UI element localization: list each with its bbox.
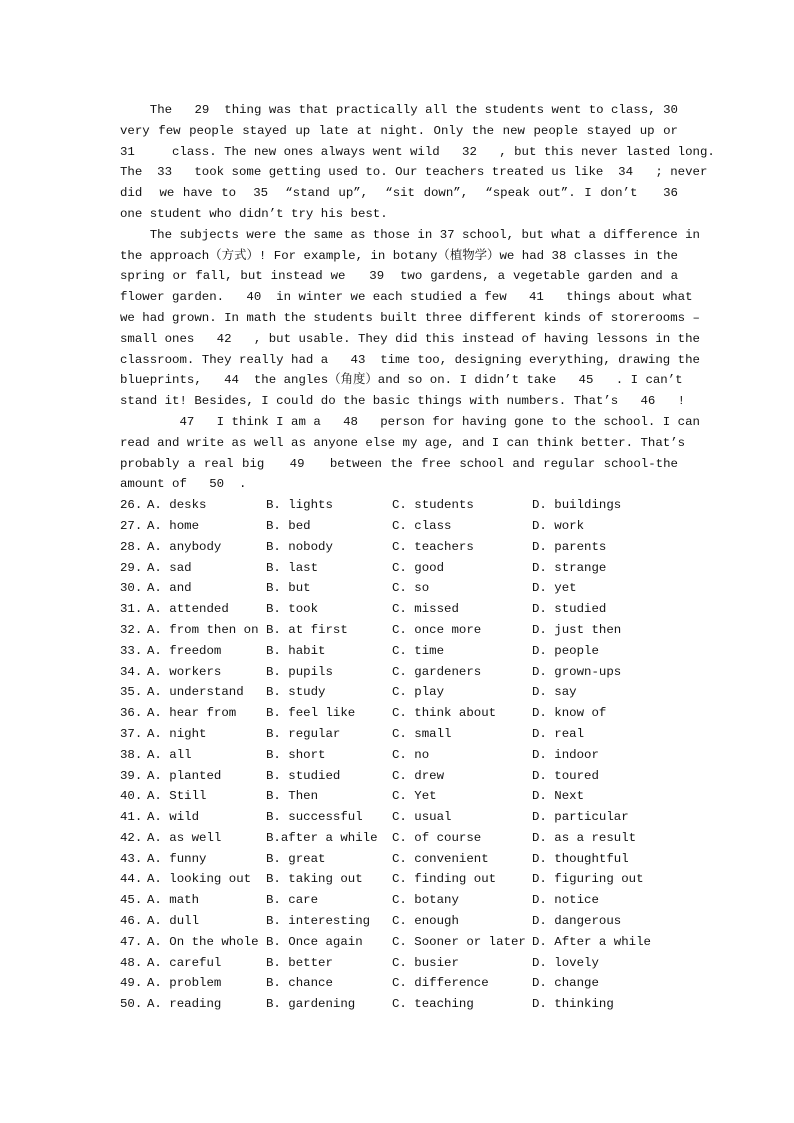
option-a: A. math <box>147 893 200 908</box>
option-d: D. say <box>532 685 577 700</box>
option-a: A. from then on <box>147 622 259 637</box>
option-a: A. Still <box>147 789 207 804</box>
option-c: C. play <box>392 685 445 700</box>
question-row <box>120 973 678 994</box>
option-b: B. studied <box>266 768 341 783</box>
question-row <box>120 724 678 745</box>
passage-line: small ones 42 , but usable. They did this instead of having lessons in the <box>120 331 700 346</box>
option-b: B. taking out <box>266 872 363 887</box>
option-b: B. chance <box>266 976 333 991</box>
option-d: D. work <box>532 518 585 533</box>
option-a: A. as well <box>147 830 222 845</box>
passage-line: The subjects were the same as those in 37 school, but what a difference in <box>120 227 700 242</box>
option-c: C. no <box>392 747 430 762</box>
option-b: B. short <box>266 747 326 762</box>
option-d: D. real <box>532 726 585 741</box>
option-d: D. toured <box>532 768 599 783</box>
passage-line: 31 class. The new ones always went wild 32 , but this never lasted long. <box>120 144 715 159</box>
option-d: D. parents <box>532 539 607 554</box>
option-a: A. looking out <box>147 872 252 887</box>
question-row <box>120 869 678 890</box>
option-c: C. missed <box>392 602 459 617</box>
question-number: 47. <box>120 934 143 949</box>
option-a: A. hear from <box>147 706 237 721</box>
question-row <box>120 849 678 870</box>
option-d: D. lovely <box>532 955 599 970</box>
option-c: C. good <box>392 560 445 575</box>
question-number: 42. <box>120 830 143 845</box>
option-b: B. habit <box>266 643 326 658</box>
passage-line: probably a real big 49 between the free school and regular school-the <box>120 456 678 471</box>
question-row <box>120 537 678 558</box>
option-d: D. indoor <box>532 747 599 762</box>
question-number: 26. <box>120 498 143 513</box>
option-d: D. change <box>532 976 599 991</box>
passage-line: amount of 50 . <box>120 477 247 492</box>
question-row <box>120 953 678 974</box>
question-number: 44. <box>120 872 143 887</box>
question-number: 28. <box>120 539 143 554</box>
question-number: 43. <box>120 851 143 866</box>
question-row <box>120 495 678 516</box>
passage-line: one student who didn’t try his best. <box>120 206 388 221</box>
question-row <box>120 599 678 620</box>
option-c: C. gardeners <box>392 664 482 679</box>
option-c: C. enough <box>392 914 459 929</box>
passage-line: very few people stayed up late at night. Only the new people stayed up or <box>120 123 678 138</box>
answer-options <box>120 495 678 1015</box>
option-a: A. attended <box>147 602 229 617</box>
option-a: A. night <box>147 726 207 741</box>
passage-line: did we have to 35 “stand up”, “sit down”, “speak out”. I don’t 36 <box>120 186 678 201</box>
option-a: A. dull <box>147 914 200 929</box>
option-a: A. anybody <box>147 539 222 554</box>
question-number: 29. <box>120 560 143 575</box>
question-number: 50. <box>120 997 143 1012</box>
question-row <box>120 932 678 953</box>
question-row <box>120 662 678 683</box>
option-d: D. people <box>532 643 599 658</box>
question-number: 41. <box>120 810 143 825</box>
question-number: 31. <box>120 602 143 617</box>
option-c: C. once more <box>392 622 482 637</box>
option-a: A. funny <box>147 851 207 866</box>
question-row <box>120 703 678 724</box>
option-d: D. grown-ups <box>532 664 622 679</box>
passage-line: we had grown. In math the students built three different kinds of storerooms – <box>120 310 700 325</box>
question-row <box>120 786 678 807</box>
question-row <box>120 745 678 766</box>
option-c: C. convenient <box>392 851 489 866</box>
option-d: D. yet <box>532 581 577 596</box>
option-a: A. wild <box>147 810 200 825</box>
option-d: D. After a while <box>532 934 651 949</box>
option-a: A. workers <box>147 664 222 679</box>
option-b: B. pupils <box>266 664 333 679</box>
question-row <box>120 890 678 911</box>
question-number: 38. <box>120 747 143 762</box>
question-number: 39. <box>120 768 143 783</box>
option-a: A. planted <box>147 768 222 783</box>
question-row <box>120 911 678 932</box>
option-a: A. desks <box>147 498 207 513</box>
question-number: 34. <box>120 664 143 679</box>
passage-line: stand it! Besides, I could do the basic things with numbers. That’s 46 ! <box>120 394 686 409</box>
option-a: A. freedom <box>147 643 222 658</box>
option-a: A. all <box>147 747 192 762</box>
question-number: 45. <box>120 893 143 908</box>
option-d: D. strange <box>532 560 607 575</box>
question-number: 30. <box>120 581 143 596</box>
question-number: 48. <box>120 955 143 970</box>
option-c: C. Yet <box>392 789 437 804</box>
option-d: D. just then <box>532 622 622 637</box>
option-b: B.after a while <box>266 830 378 845</box>
cloze-passage <box>120 100 715 495</box>
option-b: B. but <box>266 581 311 596</box>
passage-line: 47 I think I am a 48 person for having gone to the school. I can <box>120 414 700 429</box>
option-a: A. sad <box>147 560 192 575</box>
passage-line: the approach（方式）! For example, in botany（植物学）we had 38 classes in the <box>120 248 678 263</box>
option-b: B. bed <box>266 518 311 533</box>
question-row <box>120 516 678 537</box>
passage-line: The 29 thing was that practically all the students went to class, 30 <box>120 103 678 117</box>
option-c: C. so <box>392 581 430 596</box>
document-page <box>120 100 715 1015</box>
option-b: B. feel like <box>266 706 356 721</box>
passage-line: spring or fall, but instead we 39 two gardens, a vegetable garden and a <box>120 269 678 284</box>
option-a: A. home <box>147 518 200 533</box>
option-c: C. small <box>392 726 452 741</box>
option-d: D. particular <box>532 810 629 825</box>
option-c: C. finding out <box>392 872 497 887</box>
option-c: C. drew <box>392 768 445 783</box>
question-row <box>120 994 678 1015</box>
option-c: C. teaching <box>392 997 474 1012</box>
question-number: 46. <box>120 914 143 929</box>
option-a: A. understand <box>147 685 244 700</box>
option-b: B. interesting <box>266 914 371 929</box>
option-c: C. class <box>392 518 452 533</box>
question-number: 49. <box>120 976 143 991</box>
option-d: D. notice <box>532 893 599 908</box>
option-c: C. botany <box>392 893 459 908</box>
option-c: C. think about <box>392 706 497 721</box>
option-c: C. usual <box>392 810 452 825</box>
question-row <box>120 578 678 599</box>
option-d: D. buildings <box>532 498 622 513</box>
option-c: C. students <box>392 498 474 513</box>
option-a: A. and <box>147 581 192 596</box>
option-d: D. studied <box>532 602 607 617</box>
option-d: D. as a result <box>532 830 637 845</box>
option-a: A. reading <box>147 997 222 1012</box>
option-b: B. study <box>266 685 326 700</box>
question-number: 35. <box>120 685 143 700</box>
passage-line: The 33 took some getting used to. Our teachers treated us like 34 ; never <box>120 165 708 180</box>
option-b: B. at first <box>266 622 348 637</box>
option-a: A. On the whole <box>147 934 259 949</box>
option-b: B. regular <box>266 726 341 741</box>
option-d: D. thoughtful <box>532 851 629 866</box>
question-row <box>120 807 678 828</box>
question-number: 27. <box>120 518 143 533</box>
option-b: B. better <box>266 955 333 970</box>
option-c: C. Sooner or later <box>392 934 526 949</box>
option-d: D. know of <box>532 706 607 721</box>
passage-line: read and write as well as anyone else my age, and I can think better. That’s <box>120 435 686 450</box>
question-row <box>120 558 678 579</box>
option-b: B. Then <box>266 789 319 804</box>
question-number: 37. <box>120 726 143 741</box>
option-b: B. last <box>266 560 319 575</box>
option-b: B. nobody <box>266 539 333 554</box>
question-row <box>120 828 678 849</box>
passage-line: classroom. They really had a 43 time too, designing everything, drawing the <box>120 352 700 367</box>
option-b: B. successful <box>266 810 363 825</box>
option-b: B. great <box>266 851 326 866</box>
question-number: 40. <box>120 789 143 804</box>
option-a: A. problem <box>147 976 222 991</box>
option-c: C. busier <box>392 955 459 970</box>
option-c: C. difference <box>392 976 489 991</box>
question-row <box>120 641 678 662</box>
option-b: B. Once again <box>266 934 363 949</box>
question-number: 33. <box>120 643 143 658</box>
passage-line: flower garden. 40 in winter we each studied a few 41 things about what <box>120 290 693 305</box>
question-number: 36. <box>120 706 143 721</box>
passage-line: blueprints, 44 the angles（角度）and so on. I didn’t take 45 . I can’t <box>120 373 683 388</box>
option-c: C. of course <box>392 830 482 845</box>
option-c: C. time <box>392 643 445 658</box>
option-b: B. took <box>266 602 319 617</box>
question-number: 32. <box>120 622 143 637</box>
option-b: B. gardening <box>266 997 356 1012</box>
question-row <box>120 620 678 641</box>
option-d: D. thinking <box>532 997 614 1012</box>
option-d: D. dangerous <box>532 914 622 929</box>
option-b: B. lights <box>266 498 333 513</box>
option-b: B. care <box>266 893 319 908</box>
option-d: D. Next <box>532 789 585 804</box>
question-row <box>120 766 678 787</box>
option-d: D. figuring out <box>532 872 644 887</box>
option-a: A. careful <box>147 955 222 970</box>
option-c: C. teachers <box>392 539 474 554</box>
question-row <box>120 682 678 703</box>
